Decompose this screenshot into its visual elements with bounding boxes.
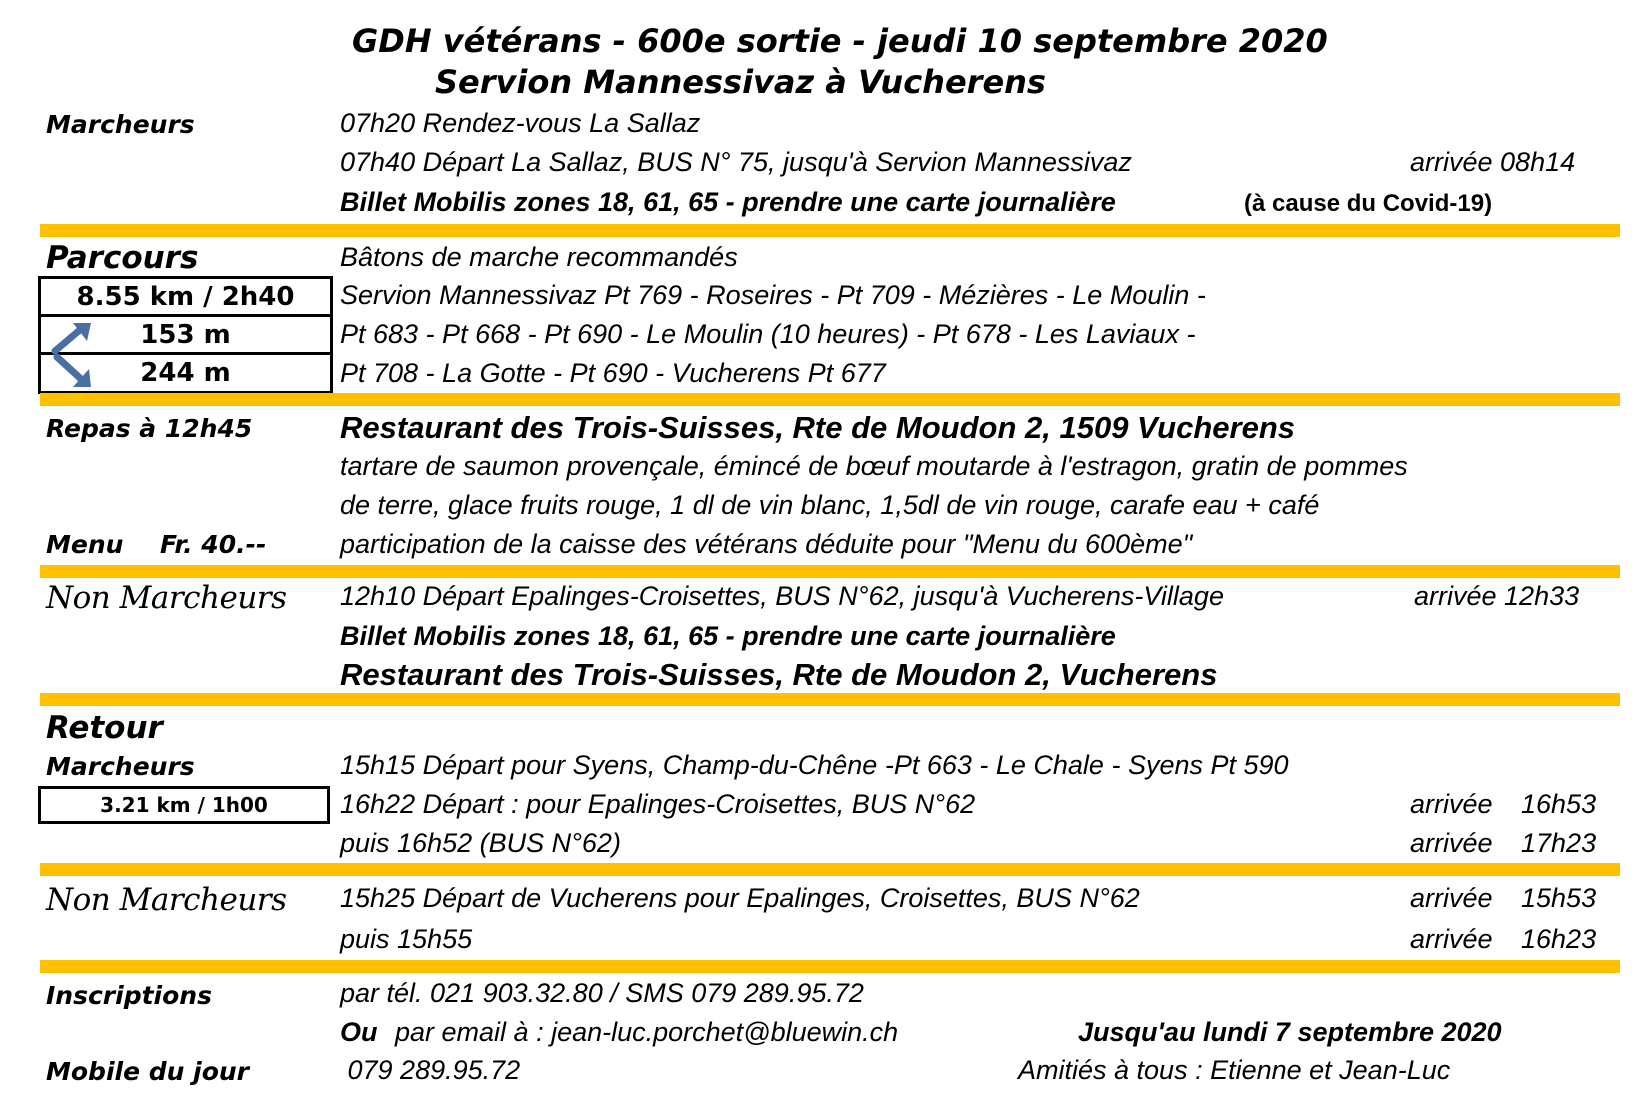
menu-line3: participation de la caisse des vétérans déduite pour "Menu du 600ème" bbox=[340, 529, 1193, 559]
non-marcheurs-label: Non Marcheurs bbox=[46, 580, 287, 616]
retour-line3-arrival-time: 17h23 bbox=[1521, 828, 1597, 858]
retour-nm-line2: puis 15h55 bbox=[340, 924, 473, 954]
retour-nm-line1-arrival-time: 15h53 bbox=[1521, 883, 1597, 913]
divider-bar bbox=[40, 393, 1620, 406]
marcheurs-label: Marcheurs bbox=[46, 110, 195, 139]
retour-line2-arrival-label: arrivée bbox=[1410, 789, 1493, 819]
descent-value: 244 m bbox=[140, 358, 231, 388]
inscriptions-deadline: Jusqu'au lundi 7 septembre 2020 bbox=[1078, 1017, 1502, 1047]
inscriptions-label: Inscriptions bbox=[46, 981, 212, 1010]
divider-bar bbox=[40, 693, 1620, 706]
descent-arrow-icon bbox=[51, 353, 101, 391]
retour-line2-arrival-time: 16h53 bbox=[1521, 789, 1597, 819]
retour-nm-line2-arrival-time: 16h23 bbox=[1521, 924, 1597, 954]
ascent-arrow-icon bbox=[51, 319, 101, 355]
distance-value: 8.55 km / 2h40 bbox=[76, 281, 295, 312]
retour-distance: 3.21 km / 1h00 bbox=[100, 793, 268, 817]
retour-non-marcheurs-label: Non Marcheurs bbox=[46, 882, 287, 918]
divider-bar bbox=[40, 960, 1620, 973]
inscriptions-email: par email à : jean-luc.porchet@bluewin.ch bbox=[395, 1017, 899, 1047]
menu-label: Menu bbox=[46, 530, 124, 559]
greeting: Amitiés à tous : Etienne et Jean-Luc bbox=[1018, 1055, 1451, 1085]
marcheurs-line2: 07h40 Départ La Sallaz, BUS N° 75, jusqu'à Servion Mannessivaz bbox=[340, 147, 1132, 177]
page-subtitle: Servion Mannessivaz à Vucherens bbox=[435, 63, 1046, 101]
parcours-line2: Servion Mannessivaz Pt 769 - Roseires - Pt 709 - Mézières - Le Moulin - bbox=[340, 280, 1206, 310]
divider-bar bbox=[40, 565, 1620, 578]
menu-line1: tartare de saumon provençale, émincé de bœuf moutarde à l'estragon, gratin de pommes bbox=[340, 451, 1408, 481]
retour-line1: 15h15 Départ pour Syens, Champ-du-Chêne -Pt 663 - Le Chale - Syens Pt 590 bbox=[340, 750, 1289, 780]
mobile-number: 079 289.95.72 bbox=[340, 1055, 521, 1085]
retour-nm-line2-arrival-label: arrivée bbox=[1410, 924, 1493, 954]
retour-line2: 16h22 Départ : pour Epalinges-Croisettes, BUS N°62 bbox=[340, 789, 976, 819]
retour-line3: puis 16h52 (BUS N°62) bbox=[340, 828, 621, 858]
divider-bar bbox=[40, 224, 1620, 237]
page-title: GDH vétérans - 600e sortie - jeudi 10 septembre 2020 bbox=[352, 22, 1328, 60]
repas-restaurant: Restaurant des Trois-Suisses, Rte de Moudon 2, 1509 Vucherens bbox=[340, 410, 1296, 445]
divider-bar bbox=[40, 863, 1620, 876]
mobile-label: Mobile du jour bbox=[46, 1057, 250, 1086]
retour-nm-line1: 15h25 Départ de Vucherens pour Epalinges, Croisettes, BUS N°62 bbox=[340, 883, 1140, 913]
marcheurs-line1: 07h20 Rendez-vous La Sallaz bbox=[340, 108, 701, 138]
parcours-line3: Pt 683 - Pt 668 - Pt 690 - Le Moulin (10 heures) - Pt 678 - Les Laviaux - bbox=[340, 319, 1196, 349]
non-marcheurs-line1: 12h10 Départ Epalinges-Croisettes, BUS N°62, jusqu'à Vucherens-Village bbox=[340, 581, 1224, 611]
marcheurs-covid-note: (à cause du Covid-19) bbox=[1244, 190, 1493, 217]
non-marcheurs-ticket: Billet Mobilis zones 18, 61, 65 - prendre une carte journalière bbox=[340, 621, 1116, 651]
marcheurs-arrival: arrivée 08h14 bbox=[1410, 147, 1576, 177]
retour-distance-box bbox=[38, 786, 330, 824]
inscriptions-or: Ou bbox=[340, 1017, 378, 1047]
parcours-label: Parcours bbox=[46, 240, 199, 276]
parcours-stats-box bbox=[38, 276, 333, 394]
retour-marcheurs-label: Marcheurs bbox=[46, 752, 195, 781]
ascent-value: 153 m bbox=[140, 319, 231, 350]
distance-row bbox=[41, 279, 330, 317]
parcours-line1: Bâtons de marche recommandés bbox=[340, 242, 738, 272]
menu-price: Fr. 40.-- bbox=[160, 530, 267, 559]
retour-line3-arrival-label: arrivée bbox=[1410, 828, 1493, 858]
parcours-line4: Pt 708 - La Gotte - Pt 690 - Vucherens Pt 677 bbox=[340, 358, 886, 388]
menu-line2: de terre, glace fruits rouge, 1 dl de vin blanc, 1,5dl de vin rouge, carafe eau + café bbox=[340, 490, 1320, 520]
non-marcheurs-arrival: arrivée 12h33 bbox=[1414, 581, 1580, 611]
non-marcheurs-restaurant: Restaurant des Trois-Suisses, Rte de Moudon 2, Vucherens bbox=[340, 657, 1218, 692]
repas-label: Repas à 12h45 bbox=[46, 414, 253, 443]
marcheurs-ticket: Billet Mobilis zones 18, 61, 65 - prendre une carte journalière bbox=[340, 187, 1116, 217]
inscriptions-phone: par tél. 021 903.32.80 / SMS 079 289.95.72 bbox=[340, 978, 864, 1008]
retour-label: Retour bbox=[46, 710, 163, 746]
retour-nm-line1-arrival-label: arrivée bbox=[1410, 883, 1493, 913]
